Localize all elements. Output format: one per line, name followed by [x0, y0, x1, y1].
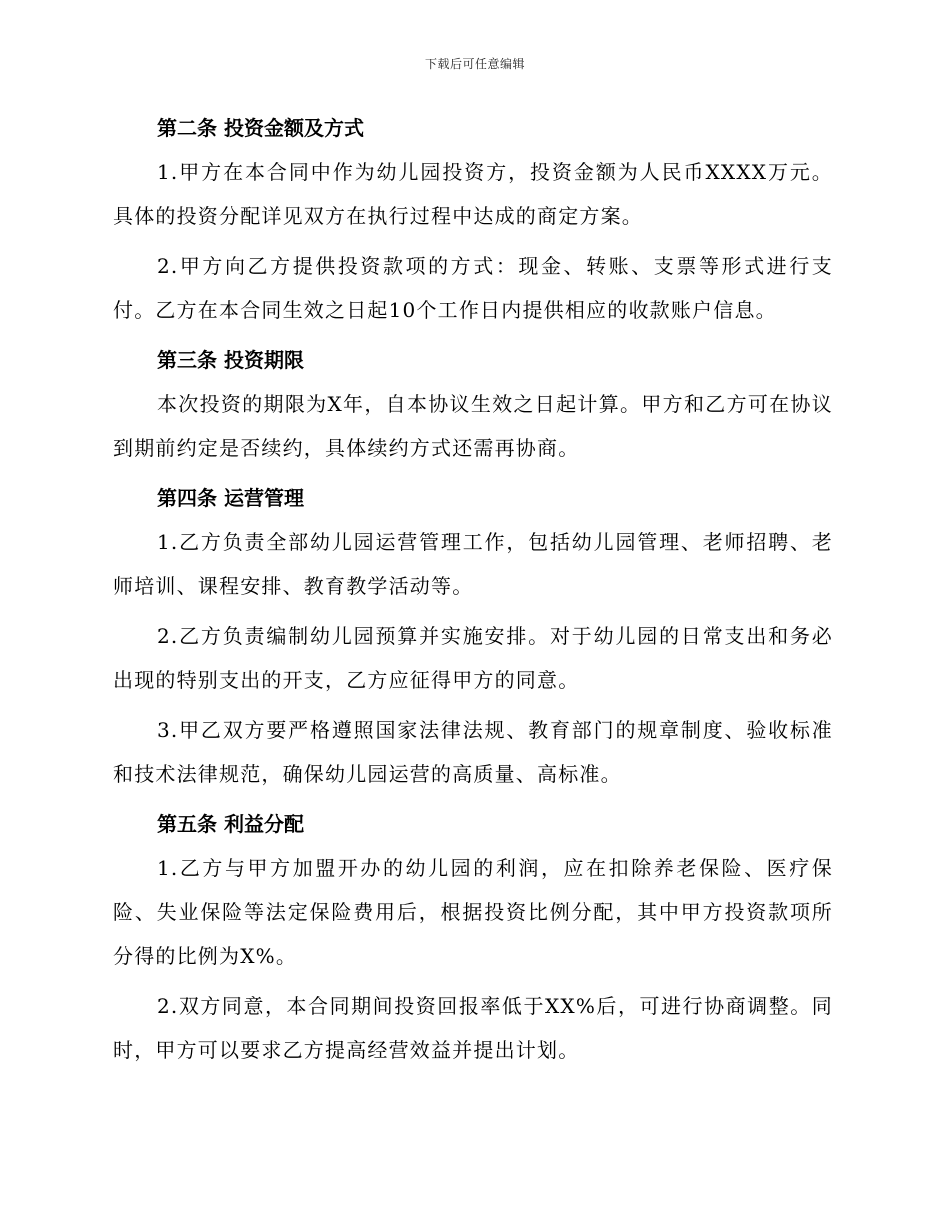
section-heading-5: 第五条 利益分配: [157, 812, 304, 836]
paragraph: 2.甲方向乙方提供投资款项的方式：现金、转账、支票等形式进行支付。乙方在本合同生效之日起10个工作日内提供相应的收款账户信息。: [113, 254, 833, 322]
header-note: 下载后可任意编辑: [424, 57, 525, 71]
paragraph: 1.甲方在本合同中作为幼儿园投资方，投资金额为人民币XXXX万元。具体的投资分配详见双方在执行过程中达成的商定方案。: [113, 160, 833, 228]
paragraph: 3.甲乙双方要严格遵照国家法律法规、教育部门的规章制度、验收标准和技术法律规范，确保幼儿园运营的高质量、高标准。: [113, 718, 833, 786]
document-body: [113, 110, 833, 1072]
paragraph: 2.乙方负责编制幼儿园预算并实施安排。对于幼儿园的日常支出和务必出现的特别支出的开支，乙方应征得甲方的同意。: [113, 624, 833, 692]
paragraph: 1.乙方与甲方加盟开办的幼儿园的利润，应在扣除养老保险、医疗保险、失业保险等法定保险费用后，根据投资比例分配，其中甲方投资款项所分得的比例为X%。: [113, 856, 833, 968]
section-heading-3: 第三条 投资期限: [157, 348, 304, 372]
section-heading-4: 第四条 运营管理: [157, 486, 304, 510]
paragraph: 本次投资的期限为X年，自本协议生效之日起计算。甲方和乙方可在协议到期前约定是否续约，具体续约方式还需再协商。: [113, 392, 833, 460]
section-heading-2: 第二条 投资金额及方式: [157, 116, 364, 140]
paragraph: 2.双方同意，本合同期间投资回报率低于XX%后，可进行协商调整。同时，甲方可以要求乙方提高经营效益并提出计划。: [113, 994, 833, 1062]
paragraph: 1.乙方负责全部幼儿园运营管理工作，包括幼儿园管理、老师招聘、老师培训、课程安排、教育教学活动等。: [113, 530, 833, 598]
